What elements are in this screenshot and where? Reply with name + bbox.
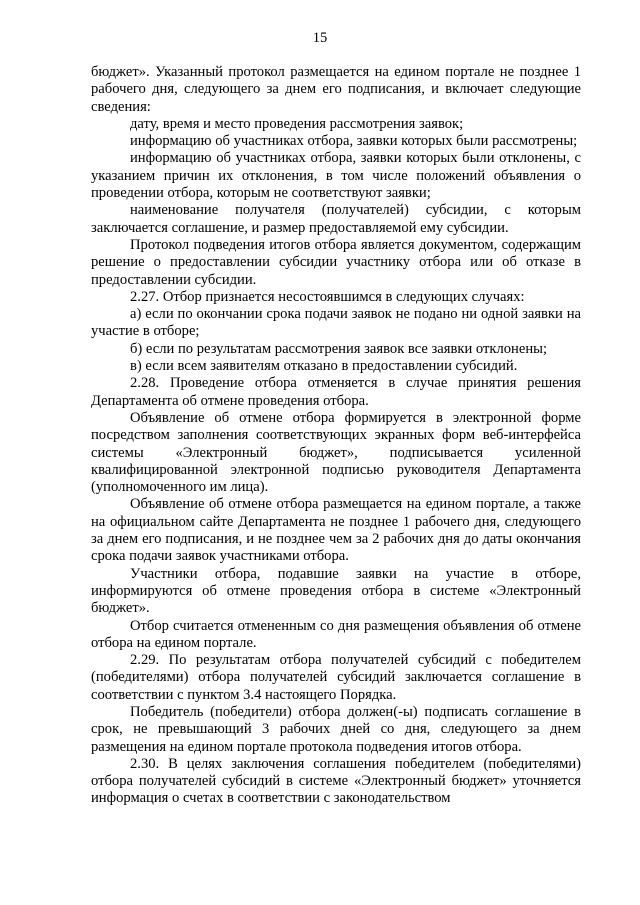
paragraph: информацию об участниках отбора, заявки которых были отклонены, с указанием причин их отклонения, в том числе положений объявления о проведении отбора, которым не соответствуют заявки; xyxy=(91,150,581,202)
document-body xyxy=(91,64,581,808)
paragraph: дату, время и место проведения рассмотрения заявок; xyxy=(130,115,464,132)
paragraph: наименование получателя (получателей) субсидии, с которым заключается соглашение, и размер предоставляемой ему субсидии. xyxy=(91,202,581,236)
paragraph: Участники отбора, подавшие заявки на участие в отборе, информируются об отмене проведения отбора в системе «Электронный бюджет». xyxy=(91,565,581,617)
paragraph: Протокол подведения итогов отбора является документом, содержащим решение о предоставлении субсидии участнику отбора или об отказе в предоставлении субсидии. xyxy=(91,236,581,288)
paragraph: 2.30. В целях заключения соглашения победителем (победителями) отбора получателей субсидий в системе «Электронный бюджет» уточняется информация о счетах в соответствии с законодательством xyxy=(91,755,581,807)
paragraph: в) если всем заявителям отказано в предоставлении субсидий. xyxy=(130,358,518,375)
paragraph: информацию об участниках отбора, заявки которых были рассмотрены; xyxy=(130,133,578,150)
paragraph: Победитель (победители) отбора должен(-ы) подписать соглашение в срок, не превышающий 3 рабочих дней со дня, следующего за днем размещения на едином портале протокола подведения итогов отбора. xyxy=(91,703,581,755)
paragraph: бюджет». Указанный протокол размещается на едином портале не позднее 1 рабочего дня, следующего за днем его подписания, и включает следующие сведения: xyxy=(91,64,581,115)
page-number: 15 xyxy=(312,30,328,46)
paragraph: а) если по окончании срока подачи заявок не подано ни одной заявки на участие в отборе; xyxy=(91,306,581,340)
paragraph: 2.29. По результатам отбора получателей субсидий с победителем (победителями) отбора получателей субсидий заключается соглашение в соответствии с пунктом 3.4 настоящего Порядка. xyxy=(91,652,581,703)
paragraph: 2.28. Проведение отбора отменяется в случае принятия решения Департамента об отмене проведения отбора. xyxy=(91,375,581,409)
paragraph: б) если по результатам рассмотрения заявок все заявки отклонены; xyxy=(130,340,548,357)
paragraph: Объявление об отмене отбора размещается на едином портале, а также на официальном сайте Департамента не позднее 1 рабочего дня, следующего за днем его подписания, и не позднее чем за 2 рабочих дня до даты окончания срока подачи заявок участниками отбора. xyxy=(91,496,581,565)
paragraph: 2.27. Отбор признается несостоявшимся в следующих случаях: xyxy=(130,288,525,305)
paragraph: Отбор считается отмененным со дня размещения объявления об отмене отбора на едином портале. xyxy=(91,617,581,651)
paragraph: Объявление об отмене отбора формируется в электронной форме посредством заполнения соответствующих экранных форм веб-интерфейса системы «Электронный бюджет», подписывается усиленной квалифицированной электронной подписью руководителя Департамента (уполномоченного им лица). xyxy=(91,409,581,496)
